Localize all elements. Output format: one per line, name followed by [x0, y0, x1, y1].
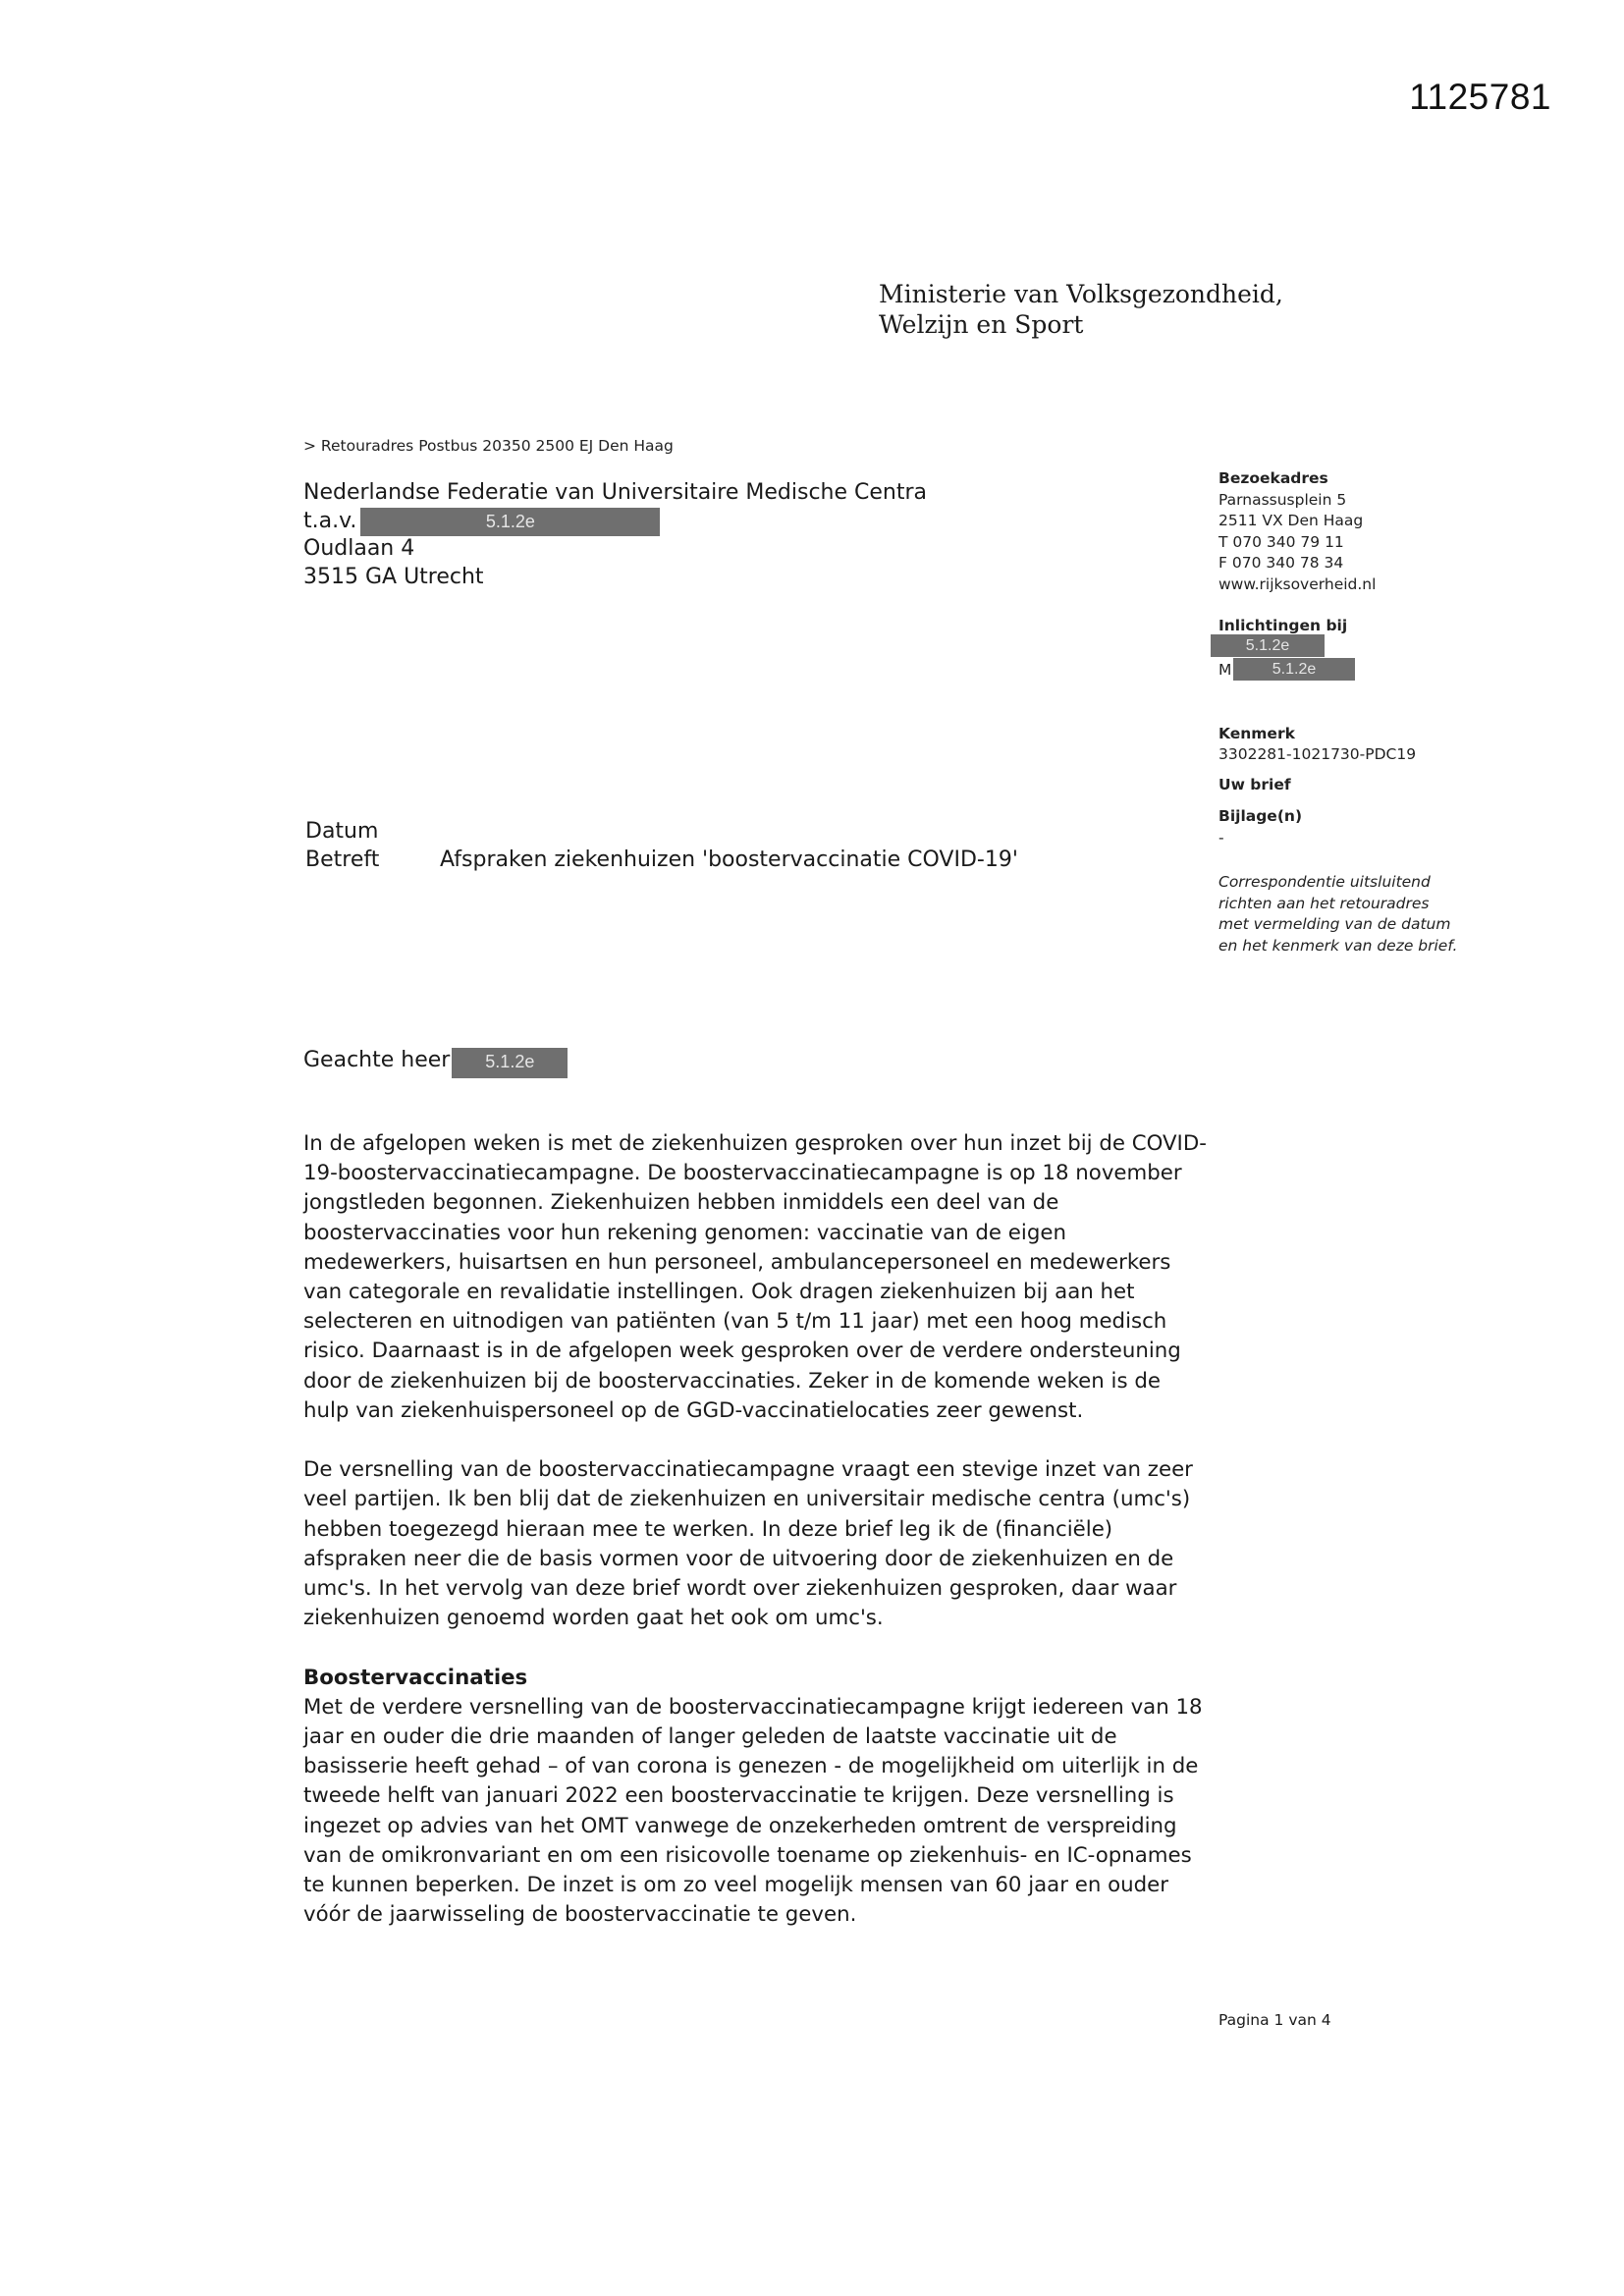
- salutation-text: Geachte heer: [303, 1048, 451, 1072]
- salutation: [303, 1048, 568, 1078]
- subject-value: Afspraken ziekenhuizen 'boostervaccinatie COVID-19': [440, 847, 1018, 872]
- page-number: Pagina 1 van 4: [1218, 2011, 1331, 2029]
- date-label: Datum: [305, 819, 379, 844]
- return-address: > Retouradres Postbus 20350 2500 EJ Den Haag: [303, 437, 674, 455]
- visit-address-heading: Bezoekadres: [1218, 469, 1328, 487]
- logo-line-1: Ministerie van Volksgezondheid,: [879, 280, 1283, 308]
- redaction-box: 5.1.2e: [452, 1048, 568, 1078]
- section-heading: Boostervaccinaties: [303, 1665, 528, 1690]
- paragraph-1: In de afgelopen weken is met de ziekenhuizen gesproken over hun inzet bij de COVID-19-boostervaccinatiecampagne. De boostervaccinatiecampagne is op 18 november jongstleden begonnen. Ziekenhuizen hebben inmiddels een deel van de boostervaccinaties voor hun rekening genomen: vaccinatie van de eigen medewerkers, huisartsen en hun personeel, ambulancepersoneel en medewerkers van categorale en revalidatie instellingen. Ook dragen ziekenhuizen bij aan het selecteren en uitnodigen van patiënten (van 5 t/m 11 jaar) met een hoog medisch risico. Daarnaast is in de afgelopen week gesproken over de verdere ondersteuning door de ziekenhuizen bij de boostervaccinaties. Zeker in de komende weken is de hulp van ziekenhuispersoneel op de GGD-vaccinatielocaties zeer gewenst.: [303, 1131, 1207, 1423]
- paragraph-2: De versnelling van de boostervaccinatiecampagne vraagt een stevige inzet van zeer veel partijen. Ik ben blij dat de ziekenhuizen en universitair medische centra (umc's) hebben toegezegd hieraan mee te werken. In deze brief leg ik de (financiële) afspraken neer die de basis vormen voor de uitvoering door de ziekenhuizen en de umc's. In het vervolg van deze brief wordt over ziekenhuizen gesproken, daar waar ziekenhuizen genoemd worden gaat het ook om umc's.: [303, 1457, 1193, 1631]
- attachments-heading: Bijlage(n): [1218, 807, 1303, 825]
- attachments-value: -: [1218, 828, 1224, 847]
- logo-line-2: Welzijn en Sport: [879, 310, 1084, 339]
- fax-number: F 070 340 78 34: [1218, 554, 1344, 572]
- addressee-city: 3515 GA Utrecht: [303, 564, 484, 589]
- info-mobile: [1218, 660, 1513, 683]
- sender-sidebar: [1218, 468, 1513, 957]
- letter-meta: [305, 817, 1018, 874]
- addressee-attention: [303, 508, 927, 536]
- reference-heading: Kenmerk: [1218, 724, 1295, 742]
- phone-number: T 070 340 79 11: [1218, 532, 1344, 551]
- date-row: [305, 817, 1018, 846]
- your-letter-heading: Uw brief: [1218, 775, 1291, 793]
- info-contact: [1218, 637, 1513, 660]
- subject-row: [305, 846, 1018, 874]
- redaction-box: 5.1.2e: [1211, 634, 1325, 657]
- document-number: 1125781: [1409, 77, 1551, 117]
- ministry-logo: [879, 279, 1283, 340]
- redaction-box: 5.1.2e: [360, 508, 660, 536]
- attention-label: t.a.v.: [303, 508, 357, 533]
- paragraph-3: Met de verdere versnelling van de boostervaccinatiecampagne krijgt iedereen van 18 jaar en ouder die drie maanden of langer geleden de laatste vaccinatie uit de basisserie heeft gehad – of van corona is genezen - de mogelijkheid om uiterlijk in de tweede helft van januari 2022 een boostervaccinatie te krijgen. Deze versnelling is ingezet op advies van het OMT vanwege de onzekerheden omtrent de verspreiding van de omikronvariant en om een risicovolle toename op ziekenhuis- en IC-opnames te kunnen beperken. De inzet is om zo veel mogelijk mensen van 60 jaar en ouder vóór de jaarwisseling de boostervaccinatie te geven.: [303, 1694, 1203, 1928]
- visit-street: Parnassusplein 5: [1218, 490, 1347, 509]
- info-heading: Inlichtingen bij: [1218, 617, 1348, 634]
- reference-value: 3302281-1021730-PDC19: [1218, 745, 1417, 763]
- subject-label: Betreft: [305, 847, 380, 872]
- addressee-street: Oudlaan 4: [303, 536, 415, 561]
- addressee-organisation: Nederlandse Federatie van Universitaire Medische Centra: [303, 480, 928, 505]
- website-link: www.rijksoverheid.nl: [1218, 574, 1377, 593]
- redaction-box: 5.1.2e: [1233, 658, 1355, 681]
- correspondence-note: Correspondentie uitsluitend richten aan het retouradres met vermelding van de datum en het kenmerk van deze brief.: [1218, 873, 1458, 955]
- visit-city: 2511 VX Den Haag: [1218, 512, 1364, 529]
- addressee-block: [303, 479, 927, 591]
- mobile-label: M: [1218, 660, 1232, 679]
- letter-body: [303, 1129, 1207, 1960]
